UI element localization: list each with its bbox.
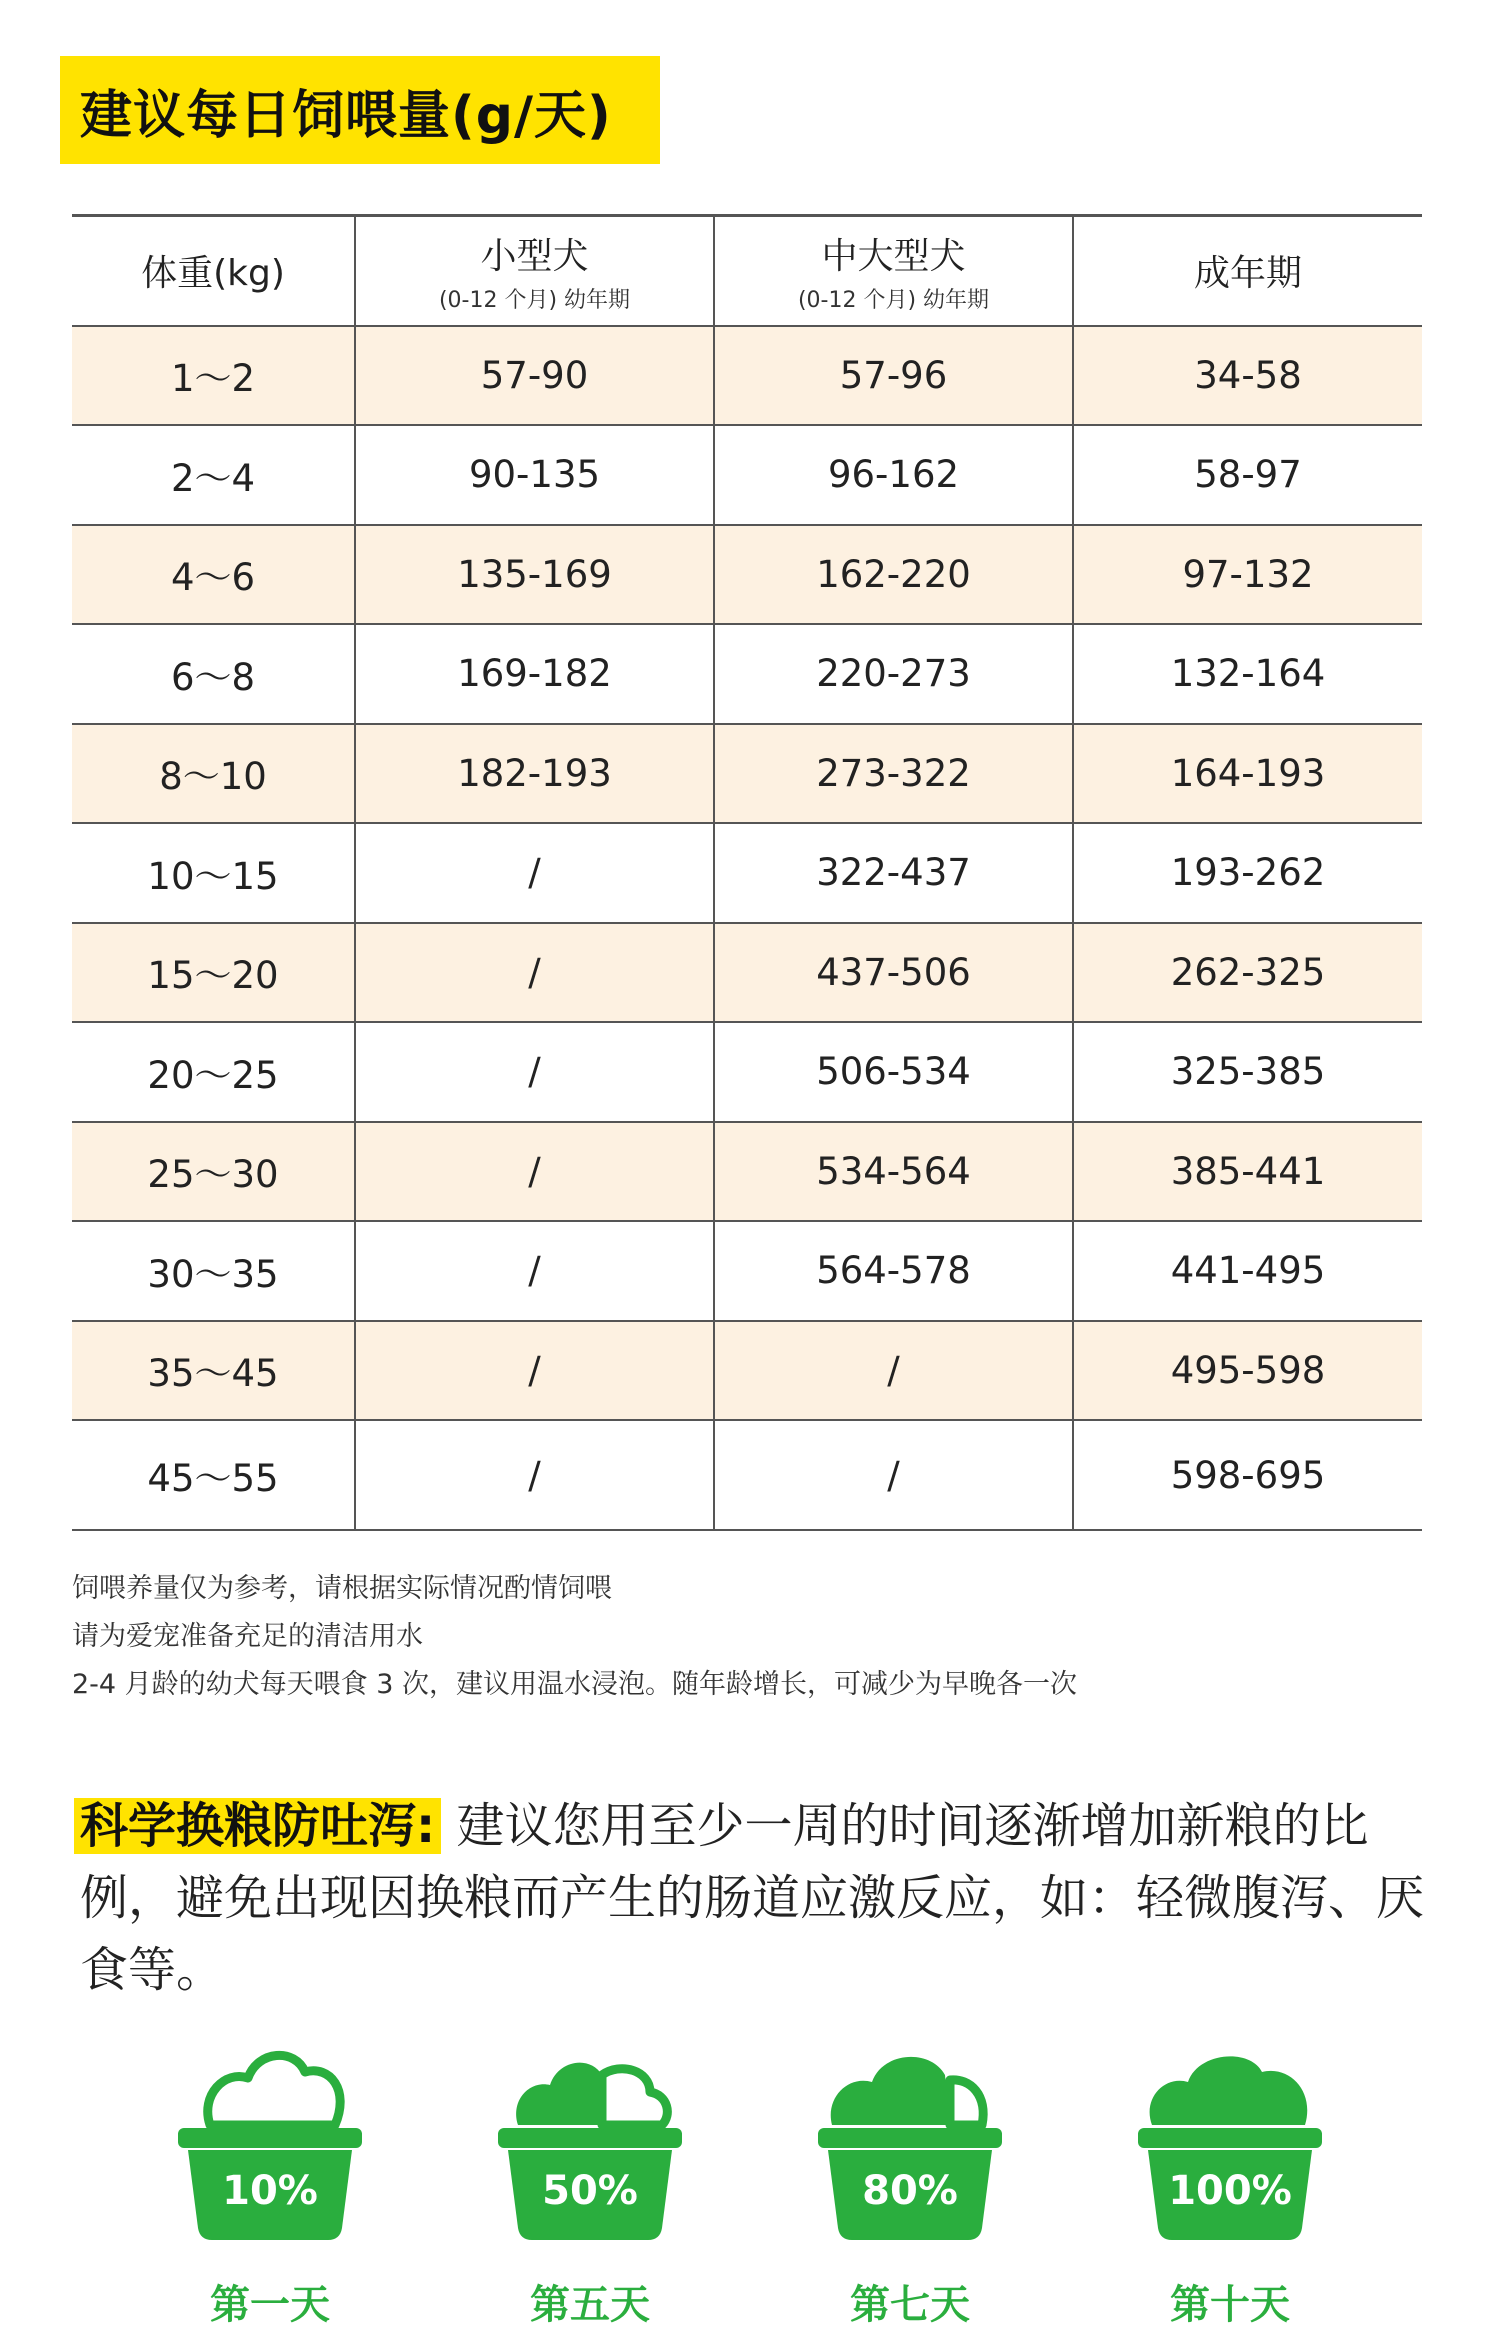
header-sublabel: (0-12 个月) 幼年期 [438, 287, 631, 313]
title-banner [60, 56, 660, 164]
table-row [72, 1221, 1422, 1321]
cell-large-puppy: 506-534 [714, 1022, 1073, 1122]
food-bowl-icon [490, 2040, 690, 2260]
cell-small-puppy: 57-90 [355, 326, 714, 426]
note-line: 饲喂养量仅为参考，请根据实际情况酌情饲喂 [72, 1573, 612, 1604]
cell-small-puppy: 169-182 [355, 624, 714, 724]
cell-small-puppy: 90-135 [355, 425, 714, 525]
note-line: 2-4 月龄的幼犬每天喂食 3 次，建议用温水浸泡。随年龄增长，可减少为早晚各一次 [72, 1669, 1078, 1700]
cell-weight: 10～15 [72, 823, 355, 923]
stage-bowl [1130, 2040, 1330, 2328]
stage-day: 第七天 [850, 2282, 970, 2328]
cell-large-puppy: 534-564 [714, 1122, 1073, 1222]
cell-small-puppy: / [355, 1022, 714, 1122]
table-row [72, 1420, 1422, 1530]
table-row [72, 1122, 1422, 1222]
cell-adult: 325-385 [1073, 1022, 1422, 1122]
cell-weight: 45～55 [72, 1420, 355, 1530]
cell-large-puppy: / [714, 1321, 1073, 1421]
cell-adult: 495-598 [1073, 1321, 1422, 1421]
stage-day: 第五天 [530, 2282, 650, 2328]
stage-day: 第十天 [1170, 2282, 1290, 2328]
stage-percent: 10% [222, 2168, 318, 2214]
cell-small-puppy: / [355, 1122, 714, 1222]
cell-weight: 20～25 [72, 1022, 355, 1122]
transition-stages [0, 2040, 1500, 2328]
cell-weight: 4～6 [72, 525, 355, 625]
cell-weight: 6～8 [72, 624, 355, 724]
cell-weight: 15～20 [72, 923, 355, 1023]
stage-bowl [490, 2040, 690, 2328]
food-transition-advice [80, 1790, 1440, 2006]
cell-adult: 193-262 [1073, 823, 1422, 923]
advice-highlight: 科学换粮防吐泻: [74, 1798, 441, 1854]
table-header-row [72, 216, 1422, 326]
header-label: 小型犬 [480, 235, 589, 277]
table-row [72, 923, 1422, 1023]
header-weight [72, 216, 355, 326]
header-label: 体重(kg) [141, 253, 285, 295]
cell-small-puppy: 135-169 [355, 525, 714, 625]
food-bowl-icon [170, 2040, 370, 2260]
cell-large-puppy: 564-578 [714, 1221, 1073, 1321]
cell-large-puppy: 162-220 [714, 525, 1073, 625]
table-row [72, 724, 1422, 824]
cell-adult: 385-441 [1073, 1122, 1422, 1222]
cell-small-puppy: / [355, 1321, 714, 1421]
cell-adult: 34-58 [1073, 326, 1422, 426]
cell-small-puppy: / [355, 1221, 714, 1321]
cell-large-puppy: 96-162 [714, 425, 1073, 525]
cell-weight: 1～2 [72, 326, 355, 426]
cell-adult: 164-193 [1073, 724, 1422, 824]
cell-large-puppy: 322-437 [714, 823, 1073, 923]
table-row [72, 525, 1422, 625]
table-row [72, 823, 1422, 923]
cell-large-puppy: 273-322 [714, 724, 1073, 824]
advice-text: 建议您用至少一周的时间逐渐增加新粮的比例，避免出现因换粮而产生的肠道应激反应，如：轻微腹泻、厌食等。 [80, 1798, 1425, 1998]
stage-day: 第一天 [210, 2282, 330, 2328]
cell-large-puppy: 57-96 [714, 326, 1073, 426]
stage-percent: 100% [1168, 2168, 1292, 2214]
page-title: 建议每日饲喂量(g/天) [80, 85, 612, 146]
stage-percent: 80% [862, 2168, 958, 2214]
cell-small-puppy: 182-193 [355, 724, 714, 824]
cell-weight: 2～4 [72, 425, 355, 525]
header-small-dog [355, 216, 714, 326]
table-row [72, 326, 1422, 426]
cell-large-puppy: 220-273 [714, 624, 1073, 724]
stage-percent: 50% [542, 2168, 638, 2214]
cell-large-puppy: / [714, 1420, 1073, 1530]
table-row [72, 624, 1422, 724]
header-label: 中大型犬 [821, 235, 966, 277]
cell-weight: 25～30 [72, 1122, 355, 1222]
cell-small-puppy: / [355, 923, 714, 1023]
stage-bowl [170, 2040, 370, 2328]
cell-weight: 8～10 [72, 724, 355, 824]
header-adult [1073, 216, 1422, 326]
note-line: 请为爱宠准备充足的清洁用水 [72, 1621, 423, 1652]
food-bowl-icon [810, 2040, 1010, 2260]
cell-weight: 30～35 [72, 1221, 355, 1321]
cell-adult: 262-325 [1073, 923, 1422, 1023]
table-row [72, 425, 1422, 525]
stage-bowl [810, 2040, 1010, 2328]
cell-small-puppy: / [355, 823, 714, 923]
cell-large-puppy: 437-506 [714, 923, 1073, 1023]
table-row [72, 1321, 1422, 1421]
header-large-dog [714, 216, 1073, 326]
cell-adult: 97-132 [1073, 525, 1422, 625]
feeding-table [72, 214, 1422, 1531]
cell-adult: 598-695 [1073, 1420, 1422, 1530]
cell-adult: 132-164 [1073, 624, 1422, 724]
cell-adult: 441-495 [1073, 1221, 1422, 1321]
food-bowl-icon [1130, 2040, 1330, 2260]
cell-small-puppy: / [355, 1420, 714, 1530]
cell-weight: 35～45 [72, 1321, 355, 1421]
header-sublabel: (0-12 个月) 幼年期 [797, 287, 990, 313]
header-label: 成年期 [1193, 253, 1302, 295]
table-row [72, 1022, 1422, 1122]
feeding-notes [72, 1565, 1077, 1709]
cell-adult: 58-97 [1073, 425, 1422, 525]
